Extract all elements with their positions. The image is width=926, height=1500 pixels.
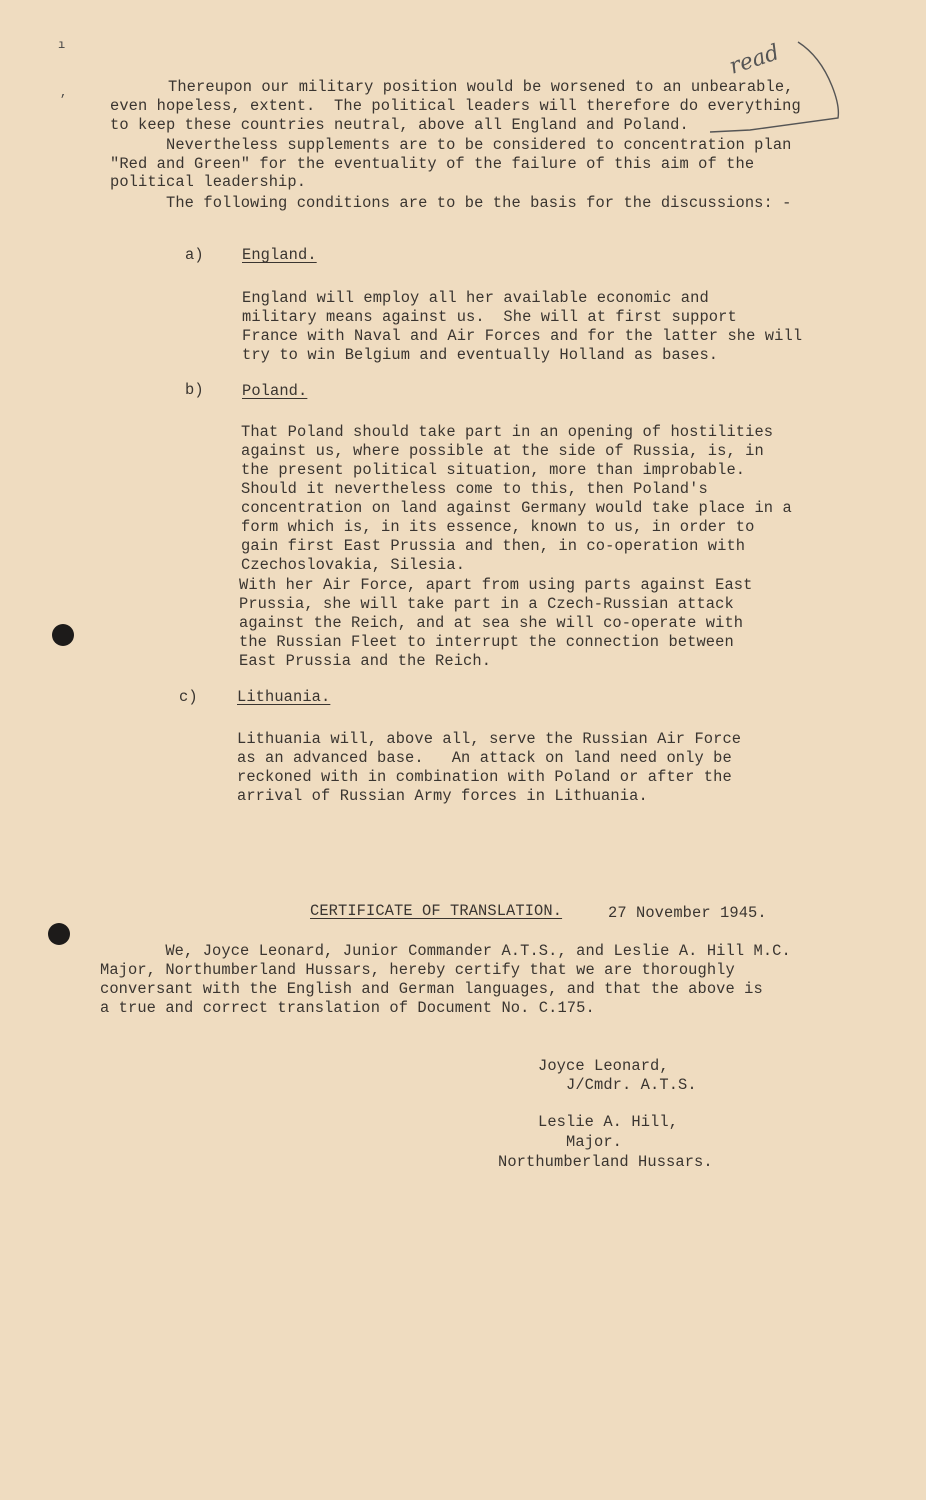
certificate-date: 27 November 1945. [608, 904, 767, 922]
section-heading: Poland. [242, 382, 308, 400]
certificate-line: a true and correct translation of Document No. C.175. [100, 999, 595, 1017]
margin-mark: , [60, 86, 68, 100]
section-line: Should it nevertheless come to this, then Poland's [241, 480, 708, 498]
section-line: try to win Belgium and eventually Holland as bases. [242, 346, 719, 364]
paragraph-line: Thereupon our military position would be worsened to an unbearable, [112, 78, 794, 96]
punch-hole-lower [48, 923, 70, 945]
section-heading: England. [242, 246, 317, 264]
handwritten-word: read [726, 40, 783, 80]
paragraph-line: "Red and Green" for the eventuality of the failure of this aim of the [110, 155, 755, 173]
section-line: reckoned with in combination with Poland or after the [237, 768, 732, 786]
section-line: France with Naval and Air Forces and for the latter she will [242, 327, 803, 345]
section-line: against the Reich, and at sea she will co-operate with [239, 614, 744, 632]
signature-rank: Major. [566, 1133, 623, 1151]
section-line: That Poland should take part in an opening of hostilities [241, 423, 774, 441]
certificate-title: CERTIFICATE OF TRANSLATION. [310, 902, 563, 920]
section-line: With her Air Force, apart from using parts against East [239, 576, 753, 594]
section-line: Czechoslovakia, Silesia. [241, 556, 466, 574]
section-marker: c) [179, 688, 198, 706]
paragraph-line: Nevertheless supplements are to be considered to concentration plan [110, 136, 792, 154]
section-marker: b) [185, 381, 204, 399]
section-line: England will employ all her available economic and [242, 289, 709, 307]
paragraph-line: political leadership. [110, 173, 307, 191]
section-heading: Lithuania. [237, 688, 331, 706]
paragraph-line: to keep these countries neutral, above all England and Poland. [110, 116, 689, 134]
section-line: military means against us. She will at first support [242, 308, 737, 326]
section-line: the present political situation, more than improbable. [241, 461, 746, 479]
margin-mark: ı [58, 38, 66, 52]
section-line: the Russian Fleet to interrupt the connection between [239, 633, 734, 651]
section-line: East Prussia and the Reich. [239, 652, 492, 670]
signature-rank: J/Cmdr. A.T.S. [566, 1076, 697, 1094]
certificate-line: Major, Northumberland Hussars, hereby certify that we are thoroughly [100, 961, 735, 979]
section-line: as an advanced base. An attack on land need only be [237, 749, 732, 767]
certificate-line: conversant with the English and German languages, and that the above is [100, 980, 763, 998]
section-marker: a) [185, 246, 204, 264]
section-line: arrival of Russian Army forces in Lithuania. [237, 787, 648, 805]
punch-hole-upper [52, 624, 74, 646]
section-line: Prussia, she will take part in a Czech-Russian attack [239, 595, 734, 613]
section-line: concentration on land against Germany would take place in a [241, 499, 792, 517]
signature-unit: Northumberland Hussars. [498, 1153, 713, 1171]
signature-name: Leslie A. Hill, [538, 1113, 679, 1131]
section-line: gain first East Prussia and then, in co-operation with [241, 537, 746, 555]
section-line: form which is, in its essence, known to us, in order to [241, 518, 755, 536]
certificate-line: We, Joyce Leonard, Junior Commander A.T.S., and Leslie A. Hill M.C. [100, 942, 791, 960]
section-line: against us, where possible at the side of Russia, is, in [241, 442, 764, 460]
paragraph-line: The following conditions are to be the basis for the discussions: - [110, 194, 792, 212]
paragraph-line: even hopeless, extent. The political leaders will therefore do everything [110, 97, 801, 115]
section-line: Lithuania will, above all, serve the Russian Air Force [237, 730, 742, 748]
signature-name: Joyce Leonard, [538, 1057, 669, 1075]
